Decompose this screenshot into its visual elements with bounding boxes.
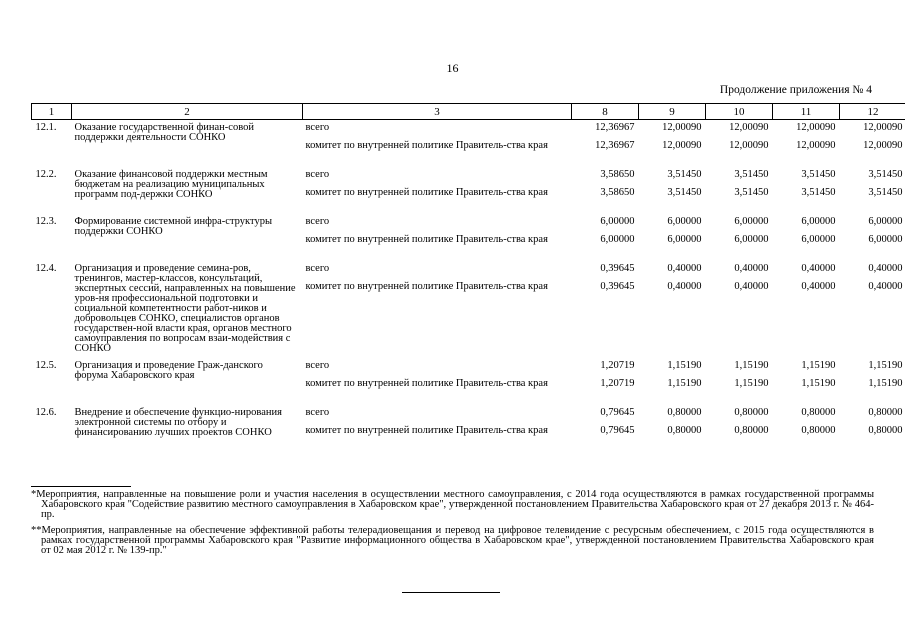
value-committee: 12,36967 <box>595 140 635 151</box>
footnote-1: *Мероприятия, направленные на повышение роли и участия населения в осуществлении местного самоуправления, с 2014 года осуществляются в рамках государственной программы Хабаровского края "Содействие развитию местного самоуправления в Хабаровском крае", утвержденной постановлением Правительства Хабаровского края от 27 декабря 2013 г. № 464-пр. <box>31 489 874 520</box>
value-total: 6,00000 <box>868 216 903 227</box>
value-cell <box>773 261 840 358</box>
value-committee: 3,51450 <box>801 187 836 198</box>
value-committee: 0,80000 <box>801 425 836 436</box>
value-total: 0,40000 <box>734 263 769 274</box>
value-total: 1,20719 <box>600 360 635 371</box>
source-committee: комитет по внутренней политике Правитель-ства края <box>305 281 548 292</box>
value-committee: 3,58650 <box>600 187 635 198</box>
value-cell <box>572 405 639 452</box>
header-cell: 2 <box>72 104 303 120</box>
value-total: 12,00090 <box>662 122 702 133</box>
table-row <box>32 214 905 261</box>
source-total: всего <box>305 122 330 133</box>
source-committee: комитет по внутренней политике Правитель-ства края <box>305 187 548 198</box>
value-cell <box>773 167 840 214</box>
value-cell <box>639 358 706 405</box>
value-committee: 12,00090 <box>796 140 836 151</box>
value-committee: 0,80000 <box>868 425 903 436</box>
source-committee: комитет по внутренней политике Правитель-ства края <box>305 378 548 389</box>
value-total: 0,40000 <box>667 263 702 274</box>
activity-name: Оказание финансовой поддержки местным бюджетам на реализацию муниципальных программ под-держки СОНКО <box>74 169 268 200</box>
table-row <box>32 120 905 168</box>
value-committee: 0,80000 <box>734 425 769 436</box>
funding-source <box>303 261 572 358</box>
value-cell <box>572 214 639 261</box>
funding-source <box>303 167 572 214</box>
value-cell <box>840 214 905 261</box>
row-number: 12.2. <box>35 169 57 180</box>
value-cell <box>639 261 706 358</box>
value-cell <box>773 405 840 452</box>
value-total: 6,00000 <box>600 216 635 227</box>
value-cell <box>840 358 905 405</box>
header-cell: 12 <box>840 104 905 120</box>
value-total: 6,00000 <box>801 216 836 227</box>
value-committee: 3,51450 <box>667 187 702 198</box>
value-cell <box>773 358 840 405</box>
funding-source <box>303 358 572 405</box>
value-committee: 1,15190 <box>801 378 836 389</box>
value-total: 1,15190 <box>667 360 702 371</box>
value-cell <box>706 261 773 358</box>
header-cell: 8 <box>572 104 639 120</box>
value-total: 3,58650 <box>600 169 635 180</box>
value-total: 12,00090 <box>863 122 903 133</box>
table-row <box>32 405 905 452</box>
value-cell <box>639 120 706 168</box>
footnote-divider <box>31 486 131 487</box>
value-total: 1,15190 <box>734 360 769 371</box>
value-cell <box>572 261 639 358</box>
value-committee: 12,00090 <box>662 140 702 151</box>
source-total: всего <box>305 263 330 274</box>
activity-name: Организация и проведение семина-ров, тренингов, мастер-классов, консультаций, экспертных сессий, направленных на повышение уров-ня профессиональной подготовки и социальной компетентности работ-ников и добровольцев СОНКО, специалистов органов государствен-ной власти края, органов местного самоуправления по вопросам взаи-модействия с СОНКО <box>74 263 296 354</box>
value-committee: 6,00000 <box>600 234 635 245</box>
value-total: 0,79645 <box>600 407 635 418</box>
end-divider <box>402 592 500 593</box>
value-cell <box>572 358 639 405</box>
value-committee: 6,00000 <box>801 234 836 245</box>
value-committee: 0,40000 <box>868 281 903 292</box>
value-cell <box>572 167 639 214</box>
header-cell: 9 <box>639 104 706 120</box>
row-number: 12.6. <box>35 407 57 418</box>
value-cell <box>639 405 706 452</box>
value-committee: 3,51450 <box>868 187 903 198</box>
value-committee: 0,39645 <box>600 281 635 292</box>
value-committee: 1,15190 <box>734 378 769 389</box>
value-committee: 0,40000 <box>801 281 836 292</box>
source-committee: комитет по внутренней политике Правитель-ства края <box>305 234 548 245</box>
value-total: 6,00000 <box>734 216 769 227</box>
value-total: 1,15190 <box>868 360 903 371</box>
funding-source <box>303 405 572 452</box>
header-cell: 10 <box>706 104 773 120</box>
value-total: 0,80000 <box>868 407 903 418</box>
row-number: 12.4. <box>35 263 57 274</box>
value-total: 0,40000 <box>868 263 903 274</box>
value-committee: 6,00000 <box>734 234 769 245</box>
value-committee: 6,00000 <box>667 234 702 245</box>
value-committee: 12,00090 <box>863 140 903 151</box>
source-total: всего <box>305 360 330 371</box>
header-cell: 11 <box>773 104 840 120</box>
value-total: 0,39645 <box>600 263 635 274</box>
continuation-label: Продолжение приложения № 4 <box>719 84 872 96</box>
funding-source <box>303 214 572 261</box>
value-committee: 0,40000 <box>734 281 769 292</box>
table-row <box>32 358 905 405</box>
value-cell <box>706 167 773 214</box>
value-committee: 3,51450 <box>734 187 769 198</box>
source-committee: комитет по внутренней политике Правитель-ства края <box>305 140 548 151</box>
source-total: всего <box>305 216 330 227</box>
value-cell <box>773 214 840 261</box>
value-total: 6,00000 <box>667 216 702 227</box>
activity-name: Формирование системной инфра-структуры поддержки СОНКО <box>74 216 273 237</box>
value-total: 12,36967 <box>595 122 635 133</box>
page-number: 16 <box>446 61 459 75</box>
header-cell: 3 <box>303 104 572 120</box>
funding-source <box>303 120 572 168</box>
source-total: всего <box>305 407 330 418</box>
value-total: 1,15190 <box>801 360 836 371</box>
table-row <box>32 261 905 358</box>
value-committee: 1,20719 <box>600 378 635 389</box>
value-total: 3,51450 <box>868 169 903 180</box>
value-cell <box>706 405 773 452</box>
value-total: 3,51450 <box>734 169 769 180</box>
value-committee: 0,40000 <box>667 281 702 292</box>
value-committee: 0,80000 <box>667 425 702 436</box>
value-committee: 1,15190 <box>667 378 702 389</box>
value-total: 12,00090 <box>796 122 836 133</box>
value-cell <box>639 167 706 214</box>
budget-table <box>31 103 905 452</box>
value-cell <box>572 120 639 168</box>
row-number: 12.5. <box>35 360 57 371</box>
source-committee: комитет по внутренней политике Правитель-ства края <box>305 425 548 436</box>
value-total: 0,40000 <box>801 263 836 274</box>
value-cell <box>840 405 905 452</box>
value-cell <box>639 214 706 261</box>
value-committee: 6,00000 <box>868 234 903 245</box>
table-row <box>32 167 905 214</box>
source-total: всего <box>305 169 330 180</box>
value-total: 3,51450 <box>801 169 836 180</box>
value-cell <box>706 358 773 405</box>
value-cell <box>840 167 905 214</box>
value-cell <box>706 214 773 261</box>
value-committee: 0,79645 <box>600 425 635 436</box>
value-total: 12,00090 <box>729 122 769 133</box>
activity-name: Организация и проведение Граж-данского форума Хабаровского края <box>74 360 263 381</box>
activity-name: Внедрение и обеспечение функцио-нирования электронной системы по отбору и финансированию лучших проектов СОНКО <box>74 407 282 438</box>
value-cell <box>840 120 905 168</box>
footnotes <box>31 490 874 562</box>
header-cell: 1 <box>32 104 72 120</box>
header-row <box>32 104 905 120</box>
value-total: 0,80000 <box>801 407 836 418</box>
value-cell <box>706 120 773 168</box>
value-cell <box>840 261 905 358</box>
value-total: 0,80000 <box>734 407 769 418</box>
row-number: 12.1. <box>35 122 57 133</box>
footnote-2: **Мероприятия, направленные на обеспечение эффективной работы телерадиовещания и перевод на цифровое телевидение с ресурсным обеспечением, с 2015 года осуществляются в рамках государственной программы Хабаровского края "Развитие информационного общества в Хабаровском крае", утвержденной постановлением Правительства Хабаровского края от 02 мая 2012 г. № 139-пр." <box>31 525 874 556</box>
value-total: 3,51450 <box>667 169 702 180</box>
value-committee: 1,15190 <box>868 378 903 389</box>
value-total: 0,80000 <box>667 407 702 418</box>
activity-name: Оказание государственной финан-совой поддержки деятельности СОНКО <box>74 122 254 143</box>
value-cell <box>773 120 840 168</box>
row-number: 12.3. <box>35 216 57 227</box>
value-committee: 12,00090 <box>729 140 769 151</box>
